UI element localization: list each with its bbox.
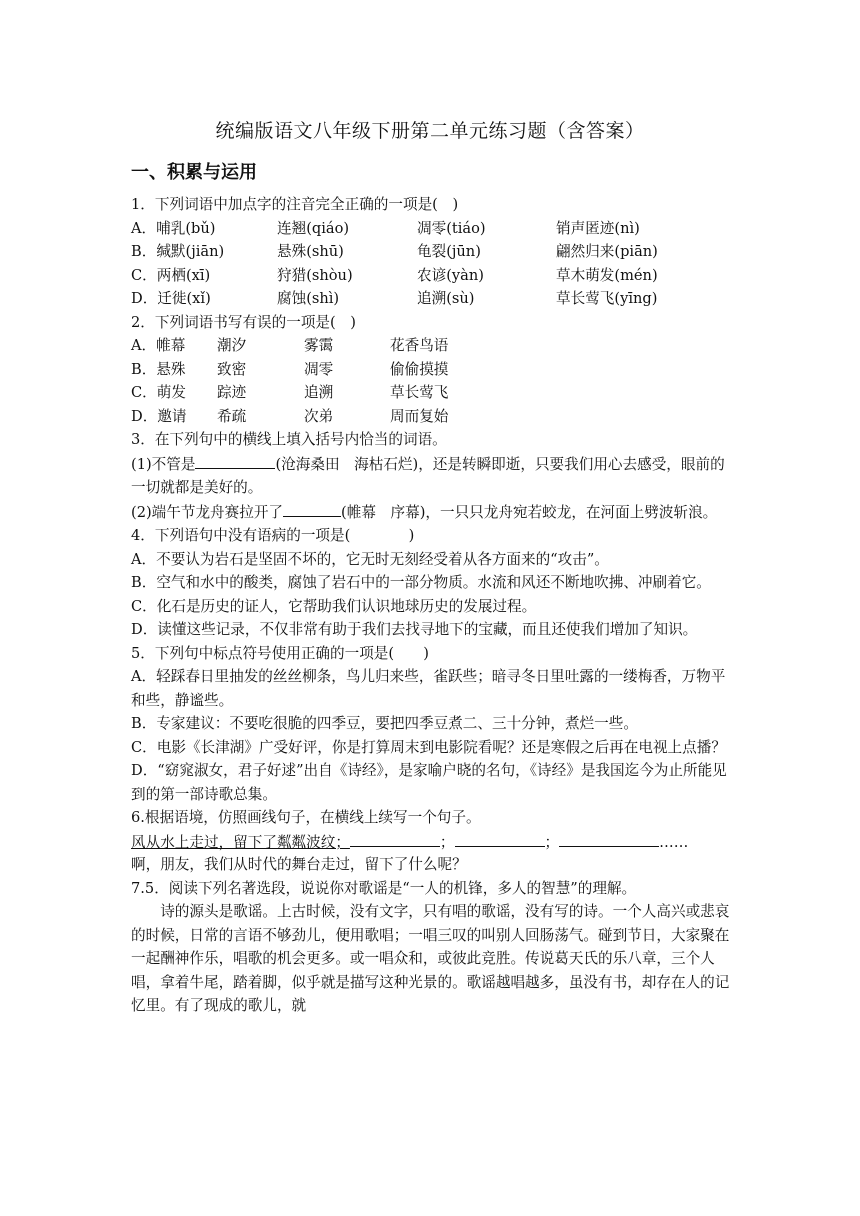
question-3-stem: 3．在下列句中的横线上填入括号内恰当的词语。 (131, 431, 447, 448)
sentence-text: (2)端午节龙舟赛拉开了 (131, 503, 284, 521)
question-2-stem: 2．下列词语书写有误的一项是( ) (131, 313, 356, 331)
question-1-row-b (131, 240, 733, 264)
option-cell: D．迁徙(xǐ) (131, 290, 211, 307)
sentence-text: (1)不管是 (131, 455, 196, 473)
question-2-row-d (131, 405, 733, 429)
document-body (131, 193, 733, 1018)
option-cell: C．两栖(xī) (131, 266, 211, 284)
question-5-option-a: A．轻踩春日里抽发的丝丝柳条，鸟儿归来些，雀跃些；暗寻冬日里吐露的一缕梅香，万物平和些，静谧些。 (131, 668, 726, 709)
question-1-row-a (131, 217, 733, 241)
separator: ； (544, 833, 560, 851)
option-cell: 销声匿迹(nì) (556, 219, 640, 237)
option-cell: 草长莺飞 (390, 384, 449, 401)
option-cell: 凋零(tiáo) (417, 219, 486, 237)
question-6-imitation-line (131, 830, 733, 854)
question-7-passage: 诗的源头是歌谣。上古时候，没有文字，只有唱的歌谣，没有写的诗。一个人高兴或悲哀的时候，日常的言语不够劲儿，便用歌唱；一唱三叹的叫别人回肠荡气。碰到节日，大家聚在一起酬神作乐，唱歌的机会更多。或一唱众和，或彼此竞胜。传说葛天氏的乐八章，三个人唱，拿着牛尾，踏着脚，似乎就是描写这种光景的。歌谣越唱越多，虽没有书，却存在人的记忆里。有了现成的歌儿，就 (131, 903, 730, 1014)
option-cell: 草木萌发(mén) (556, 266, 658, 284)
option-cell: B．悬殊 (131, 360, 186, 378)
underlined-model-sentence: 风从水上走过，留下了粼粼波纹； (131, 833, 350, 851)
option-cell: 希疏 (217, 407, 247, 425)
option-cell: 雾霭 (304, 337, 334, 354)
question-3-sentence-2 (131, 500, 733, 525)
page-title: 统编版语文八年级下册第二单元练习题（含答案） (215, 120, 645, 142)
option-cell: 偷偷摸摸 (390, 360, 449, 378)
question-6-stem: 6.根据语境，仿照画线句子，在横线上续写一个句子。 (131, 809, 481, 826)
sentence-text: (沧海桑田 海枯石烂)，还是转瞬即逝，只要我们用心去感受，眼前的一切就都是美好的。 (131, 455, 725, 496)
option-cell: 连翘(qiáo) (277, 219, 350, 237)
option-cell: 农谚(yàn) (417, 266, 484, 284)
option-cell: D．邀请 (131, 407, 187, 425)
option-cell: B．缄默(jiān) (131, 243, 225, 260)
option-cell: 龟裂(jūn) (417, 243, 481, 260)
option-cell: 追溯(sù) (417, 290, 475, 307)
question-4-option-b: B．空气和水中的酸类，腐蚀了岩石中的一部分物质。水流和风还不断地吹拂、冲刷着它。 (131, 574, 711, 591)
question-5-stem: 5．下列句中标点符号使用正确的一项是( ) (131, 644, 429, 662)
question-2-row-a (131, 334, 733, 358)
fill-blank-1[interactable] (195, 452, 275, 469)
question-4-option-a: A．不要认为岩石是坚固不坏的，它无时无刻经受着从各方面来的“攻击”。 (131, 550, 609, 568)
fill-blank-3[interactable] (350, 830, 440, 847)
option-cell: A．哺乳(bǔ) (131, 219, 216, 237)
question-1-stem: 1．下列词语中加点字的注音完全正确的一项是( ) (131, 196, 459, 213)
question-5-option-d: D．“窈窕淑女，君子好逑”出自《诗经》，是家喻户晓的名句，《诗经》是我国迄今为止所能见到的第一部诗歌总集。 (131, 762, 727, 803)
question-2-row-c (131, 381, 733, 405)
question-3-sentence-1 (131, 452, 733, 500)
fill-blank-4[interactable] (455, 830, 545, 847)
question-6-tail: 啊，朋友，我们从时代的舞台走过，留下了什么呢？ (131, 856, 467, 873)
option-cell: 追溯 (304, 384, 334, 401)
question-4-option-c: C．化石是历史的证人，它帮助我们认识地球历史的发展过程。 (131, 597, 537, 615)
fill-blank-2[interactable] (283, 500, 341, 517)
option-cell: 腐蚀(shì) (277, 290, 340, 307)
option-cell: C．萌发 (131, 384, 186, 401)
question-1-row-c (131, 264, 733, 288)
option-cell: 次弟 (304, 407, 334, 425)
sentence-text: (帷幕 序幕)，一只只龙舟宛若蛟龙，在河面上劈波斩浪。 (341, 503, 718, 521)
option-cell: 翩然归来(piān) (556, 243, 658, 260)
question-4-stem: 4．下列语句中没有语病的一项是( ) (131, 527, 415, 544)
option-cell: 凋零 (304, 360, 334, 378)
question-4-option-d: D．读懂这些记录，不仅非常有助于我们去找寻地下的宝藏，而且还使我们增加了知识。 (131, 621, 698, 638)
section-heading: 一、积累与运用 (131, 162, 257, 183)
question-7-stem: 7.5．阅读下列名著选段，说说你对歌谣是“一人的机锋，多人的智慧”的理解。 (131, 879, 637, 897)
ellipsis: …… (659, 833, 689, 851)
question-1-row-d (131, 287, 733, 311)
option-cell: 周而复始 (390, 407, 449, 425)
option-cell: 狩猎(shòu) (277, 266, 353, 284)
option-cell: 踪迹 (217, 384, 247, 401)
option-cell: 草长莺飞(yīng) (556, 290, 658, 307)
question-5-option-b: B．专家建议：不要吃很脆的四季豆，要把四季豆煮二、三十分钟，煮烂一些。 (131, 715, 638, 732)
separator: ； (439, 833, 455, 851)
option-cell: 花香鸟语 (390, 337, 449, 354)
option-cell: A．帷幕 (131, 337, 186, 354)
fill-blank-5[interactable] (559, 830, 659, 847)
option-cell: 悬殊(shū) (277, 243, 344, 260)
option-cell: 潮汐 (217, 337, 247, 354)
option-cell: 致密 (217, 360, 247, 378)
question-2-row-b (131, 358, 733, 382)
question-5-option-c: C．电影《长津湖》广受好评，你是打算周末到电影院看呢？还是寒假之后再在电视上点播？ (131, 738, 726, 756)
